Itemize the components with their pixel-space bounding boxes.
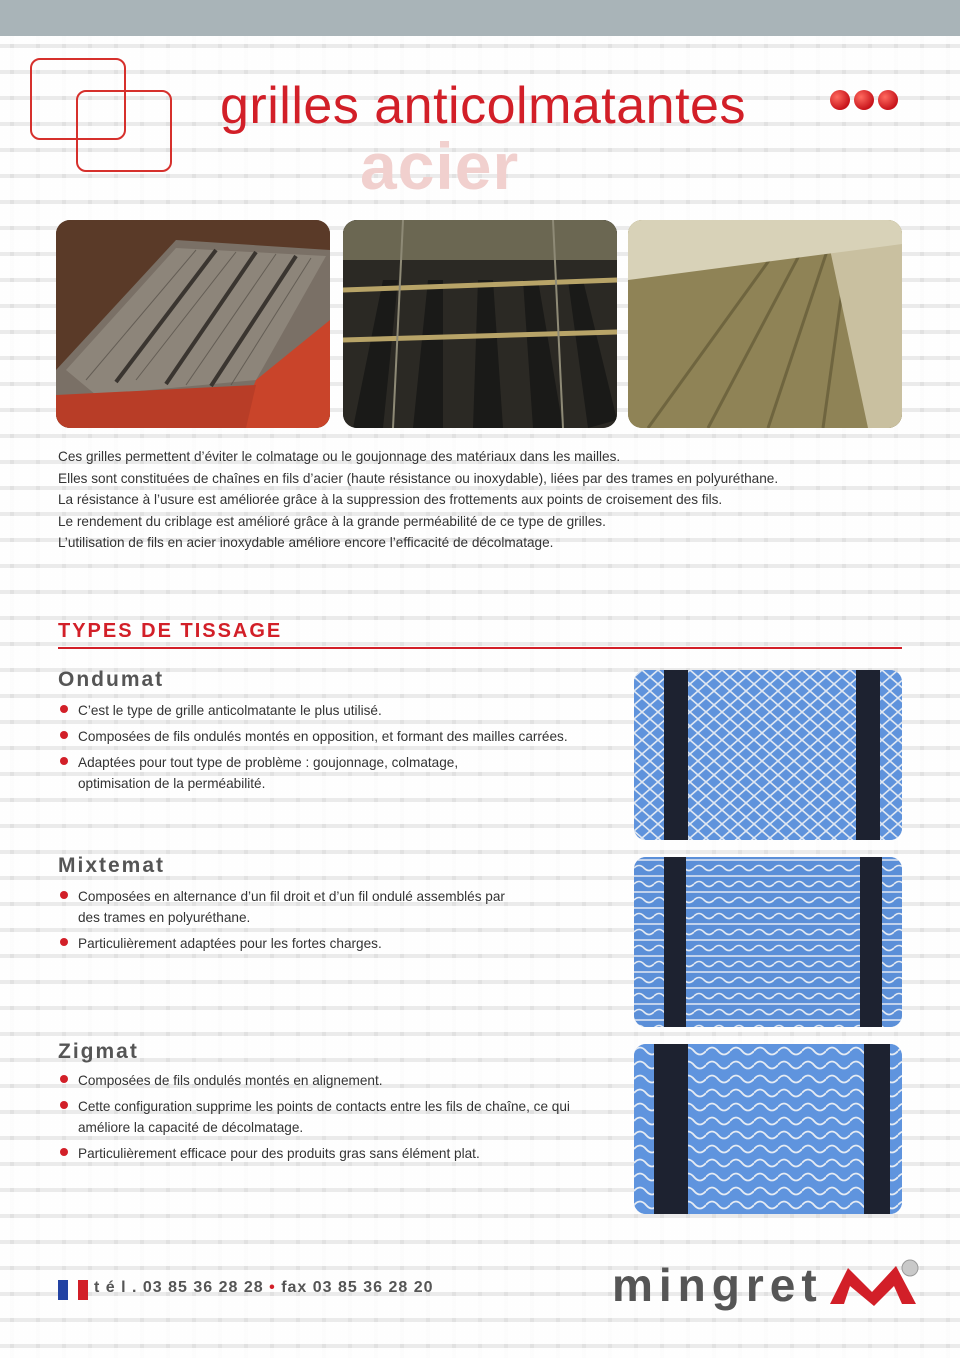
intro-line: L’utilisation de fils en acier inoxydable améliore encore l’efficacité de décolmatage. (58, 535, 554, 551)
section-divider (58, 647, 902, 649)
photo-screen-orange-frame (56, 220, 330, 428)
photo-screen-installation (628, 220, 902, 428)
list-item: Composées en alternance d’un fil droit et d’un fil ondulé assemblés par des trames en polyuréthane. (58, 886, 528, 928)
photo-screen-dark-bars (343, 220, 617, 428)
red-dot-icon (854, 90, 874, 110)
intro-line: Ces grilles permettent d’éviter le colmatage ou le goujonnage des matériaux dans les mailles. (58, 449, 621, 464)
overlapping-squares-logo (26, 56, 176, 188)
intro-line: Elles sont constituées de chaînes en fils d’acier (haute résistance ou inoxydable), liées par des trames en polyuréthane. (58, 470, 779, 486)
french-flag-icon (58, 1280, 88, 1300)
list-item: Particulièrement efficace pour des produits gras sans élément plat. (58, 1143, 638, 1164)
intro-line: La résistance à l’usure est améliorée grâce à la suppression des frottements aux points de croisement des fils. (58, 492, 723, 508)
decorative-dots (830, 90, 898, 110)
list-item: Adaptées pour tout type de problème : goujonnage, colmatage, optimisation de la perméabilité. (58, 752, 518, 794)
intro-text (58, 446, 918, 554)
list-item: Particulièrement adaptées pour les fortes charges. (58, 933, 638, 954)
top-bar (0, 0, 960, 36)
list-item: Composées de fils ondulés montés en opposition, et formant des mailles carrées. (58, 726, 638, 747)
page-subtitle: acier (360, 129, 520, 203)
page-title: grilles anticolmatantes (220, 77, 746, 135)
type-name-ondumat: Ondumat (58, 668, 165, 691)
list-item: Cette configuration supprime les points de contacts entre les fils de chaîne, ce qui améliore la capacité de décolmatage. (58, 1096, 578, 1138)
bullet-list-mixtemat (58, 886, 638, 959)
red-dot-icon (878, 90, 898, 110)
red-dot-icon (830, 90, 850, 110)
square-outline (76, 90, 172, 172)
bullet-list-zigmat (58, 1070, 638, 1169)
mesh-image-mixtemat (634, 857, 902, 1027)
mesh-image-ondumat (634, 670, 902, 840)
fax-number: fax 03 85 36 28 20 (281, 1279, 434, 1296)
separator-dot: • (269, 1279, 276, 1296)
type-name-zigmat: Zigmat (58, 1040, 139, 1063)
list-item: C’est le type de grille anticolmatante le plus utilisé. (58, 700, 638, 721)
brand-logo-icon (826, 1254, 922, 1310)
list-item: Composées de fils ondulés montés en alignement. (58, 1070, 638, 1091)
bullet-list-ondumat (58, 700, 638, 799)
mesh-image-zigmat (634, 1044, 902, 1214)
section-title: TYPES DE TISSAGE (58, 620, 283, 642)
intro-line: Le rendement du criblage est amélioré grâce à la grande perméabilité de ce type de grilles. (58, 513, 606, 529)
phone-number: t é l . 03 85 36 28 28 (94, 1279, 264, 1296)
brand-name: mingret (612, 1259, 823, 1311)
type-name-mixtemat: Mixtemat (58, 854, 166, 877)
contact-line (94, 1279, 434, 1297)
